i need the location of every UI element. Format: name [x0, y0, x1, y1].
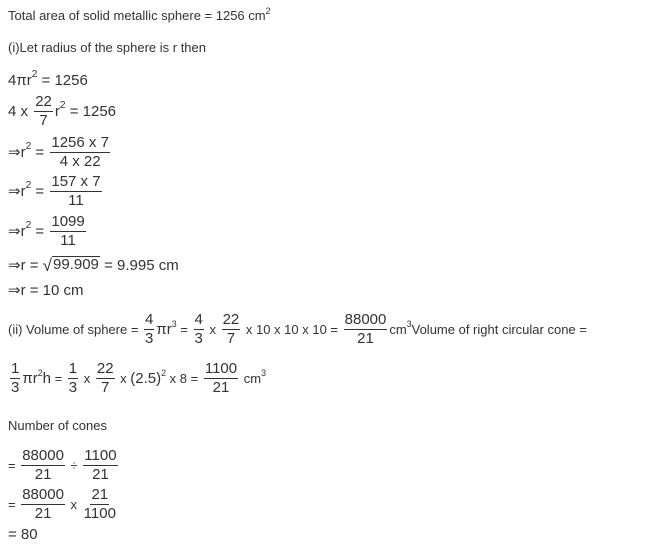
eq9-f3-denominator: 7 — [101, 378, 110, 396]
implies-arrow-icon: ⇒ — [8, 183, 21, 201]
eq9-r: r — [32, 369, 38, 387]
total-area-superscript: 2 — [265, 5, 271, 16]
eq9-paren-superscript: 2 — [161, 368, 167, 379]
eq2-numerator: 22 — [35, 93, 52, 110]
eq9-unit-superscript: 3 — [261, 368, 266, 379]
eq8-equals: = — [176, 321, 192, 337]
eq2-prefix: 4 x — [8, 102, 33, 120]
equation-10 — [8, 448, 120, 483]
eq8-pi: π — [156, 320, 167, 338]
part-i-heading — [8, 40, 206, 55]
volume-cone-line — [8, 361, 266, 396]
eq2-fraction — [34, 94, 53, 129]
eq8-middle: x 10 x 10 x 10 = — [242, 321, 342, 337]
eq9-f1-denominator: 3 — [11, 378, 20, 396]
eq3-fraction — [50, 135, 110, 170]
division-sign-icon: ÷ — [66, 457, 82, 473]
eq11-fraction-2 — [83, 487, 117, 522]
eq7-text: r = 10 cm — [20, 281, 84, 299]
eq8-fraction-4 — [344, 312, 388, 347]
eq3-numerator: 1256 x 7 — [51, 134, 109, 151]
eq4-superscript: 2 — [25, 180, 32, 192]
eq9-f4-numerator: 1100 — [204, 360, 238, 377]
eq9-h: h — [42, 369, 51, 387]
eq3-denominator: 4 x 22 — [59, 152, 101, 170]
eq5-r: r — [20, 222, 26, 240]
equation-4 — [8, 174, 104, 209]
eq8-f4-numerator: 88000 — [344, 311, 387, 328]
equation-5 — [8, 214, 88, 249]
implies-arrow-icon: ⇒ — [8, 257, 21, 274]
eq11-f1-denominator: 21 — [34, 504, 52, 522]
eq2-denominator: 7 — [39, 111, 48, 129]
equation-7 — [8, 281, 84, 299]
eq8-f3-numerator: 22 — [222, 311, 240, 328]
eq9-f4-denominator: 21 — [212, 378, 230, 396]
eq11-f1-numerator: 88000 — [22, 486, 64, 503]
cone-volume-label: Volume of right circular cone = — [411, 321, 587, 337]
eq9-parenthesis: (2.5) — [130, 369, 162, 387]
final-answer-text: = 80 — [8, 526, 38, 543]
eq8-f3-denominator: 7 — [226, 329, 236, 347]
implies-arrow-icon: ⇒ — [8, 282, 21, 299]
eq9-f1-numerator: 1 — [11, 360, 20, 377]
radical-sign-icon: √ — [42, 255, 53, 275]
eq5-equals: = — [31, 222, 49, 240]
eq8-f2-numerator: 4 — [194, 311, 203, 328]
eq2-rest: = 1256 — [65, 102, 117, 120]
implies-arrow-icon: ⇒ — [8, 223, 21, 241]
radicand: 99.909 — [53, 256, 99, 274]
eq8-f2-denominator: 3 — [194, 329, 203, 347]
eq9-fraction-1 — [10, 361, 20, 396]
eq9-fraction-3 — [96, 361, 115, 396]
equation-1 — [8, 69, 88, 89]
eq2-r: r — [54, 102, 60, 120]
total-area-text: Total area of solid metallic sphere = 1256 cm — [8, 8, 266, 23]
eq9-fraction-2 — [68, 361, 78, 396]
eq9-times: x — [80, 370, 94, 386]
eq10-f2-denominator: 21 — [92, 465, 109, 483]
part-i-heading-text: (i)Let radius of the sphere is r then — [8, 40, 206, 55]
eq9-equals: = — [50, 370, 66, 386]
eq10-f1-numerator: 88000 — [22, 447, 64, 464]
eq1-rest: = 1256 — [37, 72, 88, 89]
eq8-r: r — [166, 320, 172, 338]
eq9-f3-numerator: 22 — [96, 360, 114, 377]
eq3-r: r — [20, 143, 26, 161]
equation-3 — [8, 135, 112, 170]
eq8-f1-numerator: 4 — [145, 311, 154, 328]
eq10-fraction-2 — [83, 448, 117, 483]
eq5-superscript: 2 — [25, 220, 32, 232]
eq9-times-2: x — [116, 370, 131, 386]
number-of-cones-heading — [8, 418, 107, 433]
eq6-rest: = 9.995 cm — [99, 256, 179, 274]
eq8-superscript: 3 — [171, 319, 177, 330]
eq9-f2-denominator: 3 — [68, 378, 78, 396]
eq1-superscript: 2 — [31, 69, 38, 81]
eq4-denominator: 11 — [68, 191, 84, 209]
eq8-unit-superscript: 3 — [406, 319, 412, 330]
eq8-fraction-3 — [222, 312, 241, 347]
eq1-r: r — [26, 72, 32, 89]
eq9-f2-numerator: 1 — [68, 360, 78, 377]
eq8-fraction-1 — [144, 312, 154, 347]
eq8-times: x — [205, 321, 220, 337]
eq9-unit: cm — [240, 370, 262, 386]
total-area-line — [8, 5, 271, 23]
eq5-fraction — [50, 214, 85, 249]
eq1-coefficient: 4 — [8, 72, 17, 89]
equation-11 — [8, 487, 119, 522]
eq8-fraction-2 — [194, 312, 204, 347]
eq9-superscript: 2 — [37, 368, 43, 379]
eq8-unit: cm — [389, 321, 407, 337]
eq11-f2-numerator: 21 — [91, 486, 109, 503]
eq4-numerator: 157 x 7 — [51, 173, 101, 190]
eq11-equals: = — [8, 496, 20, 512]
eq4-r: r — [20, 182, 26, 200]
eq1-pi: π — [16, 72, 27, 89]
eq11-f2-denominator: 1100 — [83, 504, 116, 522]
eq10-f2-numerator: 1100 — [84, 447, 117, 464]
eq3-equals: = — [31, 143, 49, 161]
square-root — [43, 256, 100, 274]
volume-sphere-label: (ii) Volume of sphere = — [8, 321, 143, 337]
eq8-f1-denominator: 3 — [145, 329, 154, 347]
eq6-prefix: r = — [20, 256, 43, 274]
eq11-fraction-1 — [21, 487, 65, 522]
eq9-middle: x 8 = — [166, 370, 202, 386]
final-answer — [8, 526, 38, 543]
eq9-fraction-4 — [204, 361, 238, 396]
eq8-f4-denominator: 21 — [357, 329, 374, 347]
eq10-f1-denominator: 21 — [34, 465, 52, 483]
eq4-equals: = — [31, 182, 49, 200]
eq5-numerator: 1099 — [51, 213, 85, 230]
volume-sphere-line — [8, 312, 587, 347]
equation-6 — [8, 256, 179, 274]
eq5-denominator: 11 — [60, 231, 76, 249]
equation-2 — [8, 94, 116, 129]
eq9-pi: π — [22, 369, 33, 387]
number-of-cones-text: Number of cones — [8, 418, 107, 433]
eq10-equals: = — [8, 457, 20, 473]
eq4-fraction — [50, 174, 101, 209]
multiplication-sign-icon: x — [66, 496, 81, 512]
implies-arrow-icon: ⇒ — [8, 144, 21, 162]
eq10-fraction-1 — [21, 448, 65, 483]
eq2-superscript: 2 — [59, 100, 66, 112]
eq3-superscript: 2 — [25, 141, 32, 153]
